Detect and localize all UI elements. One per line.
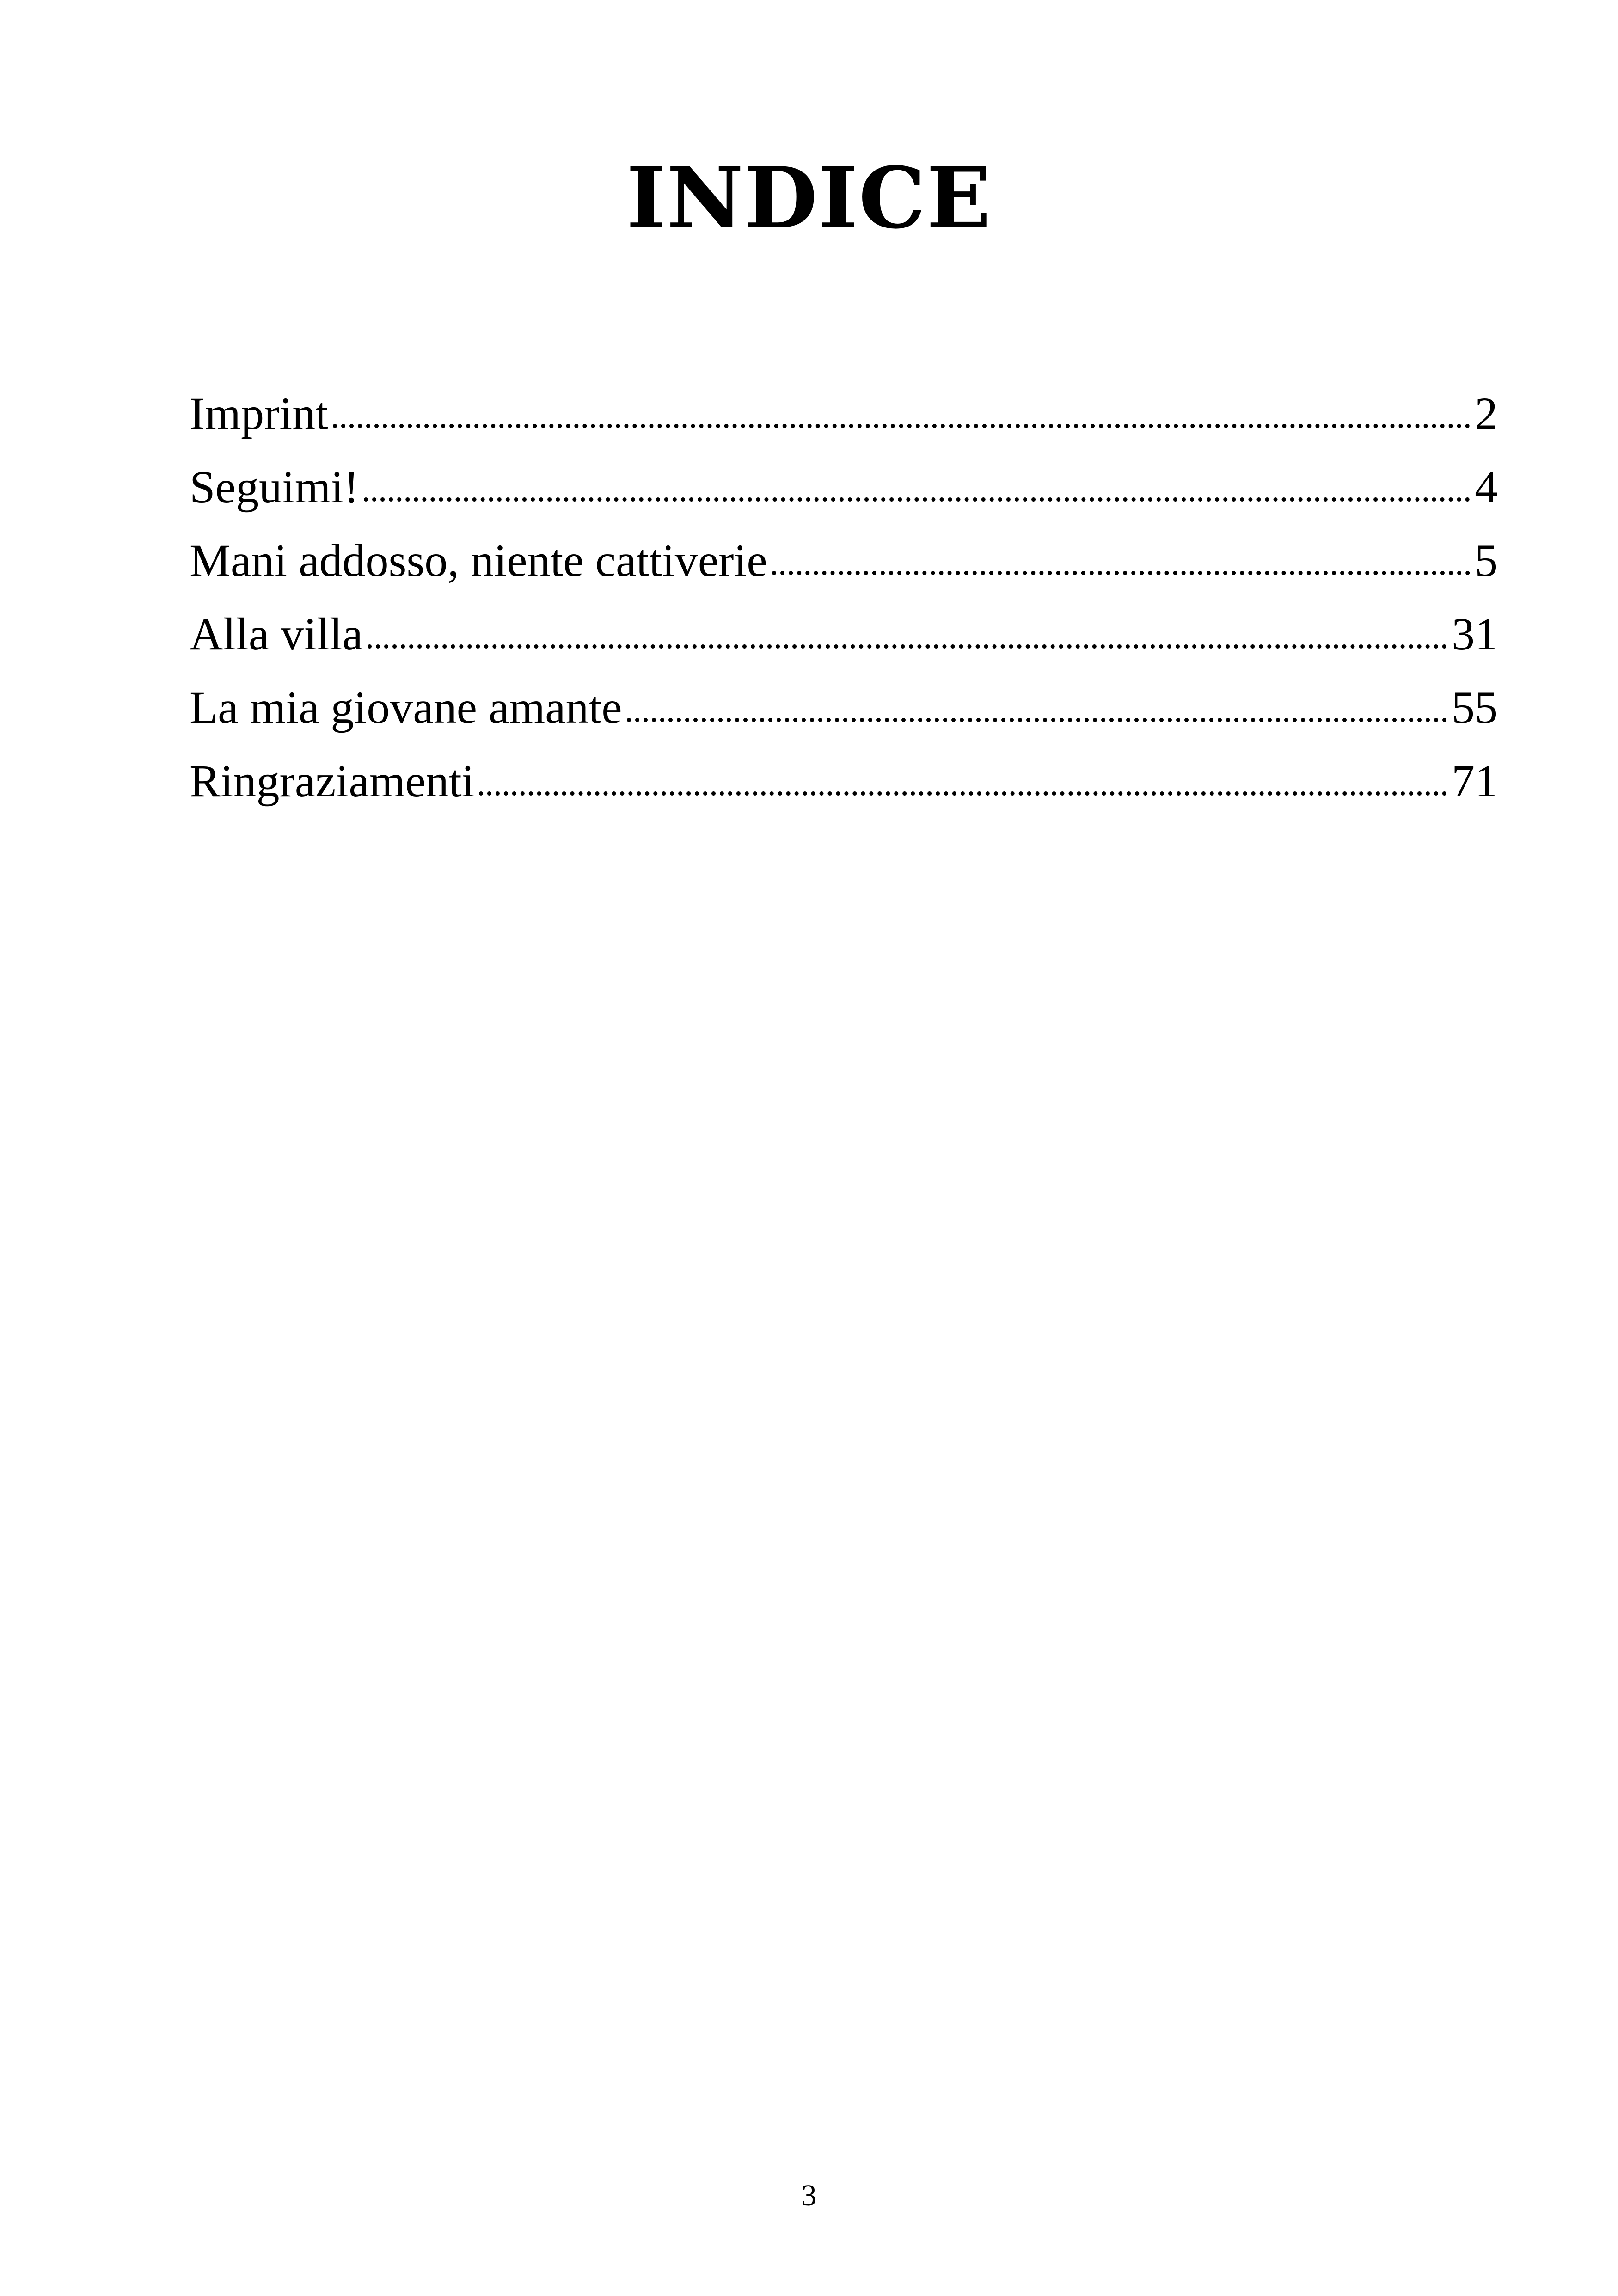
toc-dot-leader	[772, 571, 1470, 575]
toc-dot-leader	[333, 424, 1470, 428]
toc-entry-title: Ringraziamenti	[190, 755, 475, 807]
toc-dot-leader	[368, 644, 1447, 649]
toc-entry-title: La mia giovane amante	[190, 682, 622, 733]
page-title: INDICE	[626, 148, 992, 247]
toc-entry-ringraziamenti[interactable]	[190, 744, 1498, 818]
toc-entry-page: 2	[1475, 388, 1498, 439]
toc-entry-page: 5	[1475, 535, 1498, 586]
toc-entry-alla-villa[interactable]	[190, 597, 1498, 671]
toc-dot-leader	[364, 497, 1470, 502]
toc-dot-leader	[627, 718, 1447, 722]
toc-entry-title: Mani addosso, niente cattiverie	[190, 535, 767, 586]
toc-entry-page: 4	[1475, 461, 1498, 513]
toc-entry-seguimi[interactable]	[190, 450, 1498, 524]
toc-entry-page: 71	[1452, 755, 1498, 807]
toc-entry-page: 31	[1452, 608, 1498, 660]
toc-entry-giovane-amante[interactable]	[190, 671, 1498, 744]
toc-entry-page: 55	[1452, 682, 1498, 733]
table-of-contents	[190, 377, 1498, 818]
page-number: 3	[801, 2179, 817, 2212]
toc-dot-leader	[479, 791, 1447, 796]
toc-entry-title: Alla villa	[190, 608, 363, 660]
toc-entry-title: Imprint	[190, 388, 328, 439]
toc-entry-imprint[interactable]	[190, 377, 1498, 450]
toc-entry-title: Seguimi!	[190, 461, 359, 513]
toc-entry-mani-addosso[interactable]	[190, 524, 1498, 597]
